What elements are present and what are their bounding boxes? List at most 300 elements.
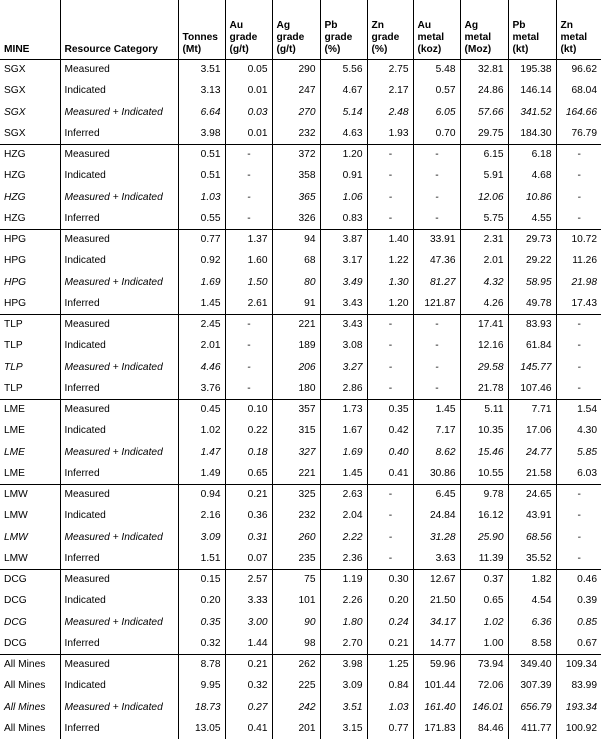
cell-mine: LME [4, 425, 25, 437]
cell-pb-metal: 8.58 [508, 633, 556, 654]
cell-mine: HPG [4, 255, 27, 267]
cell-au-metal: 34.17 [413, 612, 460, 633]
cell-pb-metal: 29.22 [508, 250, 556, 271]
cell-ag-metal: 6.15 [460, 144, 508, 165]
cell-tonnes: 0.94 [178, 484, 225, 505]
cell-tonnes: 2.16 [178, 505, 225, 526]
cell-ag-metal: 1.02 [460, 612, 508, 633]
cell-ag-metal: 73.94 [460, 654, 508, 675]
cell-ag-metal: 5.91 [460, 165, 508, 186]
cell-pb-grade: 2.36 [320, 548, 367, 569]
cell-mine: SGX [4, 85, 26, 97]
cell-zn-grade: 1.03 [367, 697, 413, 718]
cell-tonnes: 0.92 [178, 250, 225, 271]
header-ag-metal: Ag metal (Moz) [460, 0, 508, 59]
cell-au-grade: - [225, 335, 272, 356]
cell-resource-category: Inferred [60, 548, 178, 569]
cell-ag-grade: 290 [272, 59, 320, 80]
cell-pb-metal: 145.77 [508, 357, 556, 378]
cell-zn-metal: - [556, 484, 601, 505]
cell-au-grade: - [225, 357, 272, 378]
cell-tonnes: 1.47 [178, 442, 225, 463]
cell-pb-metal: 4.68 [508, 165, 556, 186]
cell-ag-metal: 25.90 [460, 527, 508, 548]
cell-zn-grade: - [367, 357, 413, 378]
table-row [0, 399, 601, 420]
table-row [0, 208, 601, 229]
cell-zn-metal: - [556, 378, 601, 399]
cell-au-metal: 171.83 [413, 718, 460, 739]
cell-mine: All Mines [4, 701, 46, 713]
cell-resource-category: Measured + Indicated [60, 442, 178, 463]
table-row [0, 187, 601, 208]
cell-au-metal: 0.57 [413, 80, 460, 101]
cell-mine: TLP [4, 319, 23, 331]
cell-au-grade: 0.41 [225, 718, 272, 739]
table-row [0, 123, 601, 144]
cell-ag-metal: 11.39 [460, 548, 508, 569]
cell-tonnes: 1.69 [178, 272, 225, 293]
table-row [0, 675, 601, 696]
cell-au-metal: 5.48 [413, 59, 460, 80]
cell-ag-metal: 16.12 [460, 505, 508, 526]
cell-pb-grade: 5.56 [320, 59, 367, 80]
cell-pb-grade: 1.67 [320, 420, 367, 441]
cell-ag-grade: 94 [272, 229, 320, 250]
cell-zn-grade: 0.30 [367, 569, 413, 590]
cell-au-metal: - [413, 208, 460, 229]
cell-tonnes: 13.05 [178, 718, 225, 739]
cell-zn-grade: - [367, 484, 413, 505]
cell-ag-grade: 232 [272, 123, 320, 144]
cell-pb-grade: 3.87 [320, 229, 367, 250]
cell-tonnes: 1.45 [178, 293, 225, 314]
cell-zn-metal: - [556, 187, 601, 208]
cell-ag-grade: 235 [272, 548, 320, 569]
cell-pb-metal: 7.71 [508, 399, 556, 420]
cell-resource-category: Inferred [60, 293, 178, 314]
cell-au-metal: 14.77 [413, 633, 460, 654]
cell-tonnes: 3.13 [178, 80, 225, 101]
cell-zn-grade: 1.30 [367, 272, 413, 293]
cell-au-grade: - [225, 144, 272, 165]
cell-mine: TLP [0, 378, 60, 399]
table-row [0, 314, 601, 335]
table-row [0, 102, 601, 123]
cell-tonnes: 0.77 [178, 229, 225, 250]
cell-mine: LME [4, 404, 25, 416]
cell-au-metal: - [413, 144, 460, 165]
cell-ag-metal: 2.01 [460, 250, 508, 271]
cell-zn-grade: - [367, 527, 413, 548]
cell-pb-grade: 3.27 [320, 357, 367, 378]
cell-resource-category: Measured [60, 314, 178, 335]
cell-zn-grade: 0.21 [367, 633, 413, 654]
cell-mine: LME [0, 463, 60, 484]
cell-ag-grade: 68 [272, 250, 320, 271]
cell-au-metal: 0.70 [413, 123, 460, 144]
cell-ag-metal: 12.06 [460, 187, 508, 208]
cell-ag-grade: 206 [272, 357, 320, 378]
cell-tonnes: 0.51 [178, 144, 225, 165]
cell-tonnes: 4.46 [178, 357, 225, 378]
cell-pb-metal: 61.84 [508, 335, 556, 356]
cell-pb-metal: 6.18 [508, 144, 556, 165]
cell-mine: All Mines [4, 680, 46, 692]
cell-pb-grade: 1.45 [320, 463, 367, 484]
cell-pb-metal: 43.91 [508, 505, 556, 526]
cell-tonnes: 0.55 [178, 208, 225, 229]
cell-zn-grade: 2.48 [367, 102, 413, 123]
cell-mine: SGX [0, 123, 60, 144]
cell-mine: HPG [4, 276, 27, 288]
cell-ag-grade: 232 [272, 505, 320, 526]
cell-ag-metal: 0.65 [460, 590, 508, 611]
cell-zn-grade: - [367, 505, 413, 526]
cell-tonnes: 2.45 [178, 314, 225, 335]
cell-tonnes: 8.78 [178, 654, 225, 675]
cell-zn-grade: 1.20 [367, 293, 413, 314]
cell-mine: TLP [4, 361, 23, 373]
cell-zn-grade: 1.40 [367, 229, 413, 250]
cell-au-metal: 161.40 [413, 697, 460, 718]
cell-au-grade: 0.65 [225, 463, 272, 484]
cell-au-grade: 0.27 [225, 697, 272, 718]
cell-pb-metal: 107.46 [508, 378, 556, 399]
cell-au-grade: - [225, 165, 272, 186]
cell-pb-grade: 3.17 [320, 250, 367, 271]
cell-zn-grade: 0.41 [367, 463, 413, 484]
cell-zn-grade: - [367, 144, 413, 165]
cell-pb-grade: 2.26 [320, 590, 367, 611]
table-row [0, 548, 601, 569]
cell-resource-category: Indicated [60, 420, 178, 441]
cell-ag-metal: 4.26 [460, 293, 508, 314]
cell-pb-metal: 24.65 [508, 484, 556, 505]
table-body [0, 59, 601, 739]
cell-pb-grade: 3.15 [320, 718, 367, 739]
cell-resource-category: Measured + Indicated [60, 527, 178, 548]
cell-au-grade: 0.03 [225, 102, 272, 123]
cell-tonnes: 0.35 [178, 612, 225, 633]
cell-au-grade: 3.00 [225, 612, 272, 633]
cell-pb-grade: 1.19 [320, 569, 367, 590]
cell-ag-metal: 0.37 [460, 569, 508, 590]
cell-au-grade: 0.10 [225, 399, 272, 420]
cell-au-metal: 81.27 [413, 272, 460, 293]
cell-au-grade: 1.60 [225, 250, 272, 271]
cell-au-grade: 0.31 [225, 527, 272, 548]
header-au-grade: Au grade (g/t) [225, 0, 272, 59]
table-row [0, 144, 601, 165]
cell-resource-category: Indicated [60, 590, 178, 611]
cell-tonnes: 2.01 [178, 335, 225, 356]
cell-ag-metal: 32.81 [460, 59, 508, 80]
cell-tonnes: 0.45 [178, 399, 225, 420]
cell-ag-grade: 75 [272, 569, 320, 590]
table-row [0, 527, 601, 548]
cell-tonnes: 1.03 [178, 187, 225, 208]
cell-ag-grade: 365 [272, 187, 320, 208]
cell-pb-metal: 146.14 [508, 80, 556, 101]
cell-mine: LMW [4, 531, 28, 543]
cell-zn-metal: - [556, 144, 601, 165]
cell-au-metal: 47.36 [413, 250, 460, 271]
cell-ag-metal: 4.32 [460, 272, 508, 293]
cell-mine: HZG [4, 149, 26, 161]
table-row [0, 272, 601, 293]
header-zn-metal: Zn metal (kt) [556, 0, 601, 59]
cell-zn-grade: - [367, 187, 413, 208]
cell-ag-metal: 1.00 [460, 633, 508, 654]
cell-zn-metal: 68.04 [556, 80, 601, 101]
cell-ag-metal: 17.41 [460, 314, 508, 335]
cell-pb-grade: 0.83 [320, 208, 367, 229]
cell-pb-grade: 2.22 [320, 527, 367, 548]
cell-pb-grade: 5.14 [320, 102, 367, 123]
cell-pb-grade: 2.70 [320, 633, 367, 654]
cell-ag-grade: 201 [272, 718, 320, 739]
cell-pb-metal: 184.30 [508, 123, 556, 144]
cell-resource-category: Measured [60, 59, 178, 80]
cell-pb-grade: 1.73 [320, 399, 367, 420]
cell-mine: LME [4, 446, 25, 458]
cell-pb-metal: 4.54 [508, 590, 556, 611]
cell-mine: LMW [4, 510, 28, 522]
cell-ag-metal: 72.06 [460, 675, 508, 696]
table-row [0, 59, 601, 80]
cell-zn-metal: - [556, 527, 601, 548]
cell-ag-grade: 221 [272, 314, 320, 335]
cell-pb-metal: 656.79 [508, 697, 556, 718]
table-row [0, 463, 601, 484]
table-row [0, 165, 601, 186]
cell-resource-category: Measured + Indicated [60, 612, 178, 633]
cell-au-grade: - [225, 314, 272, 335]
cell-ag-metal: 57.66 [460, 102, 508, 123]
cell-pb-metal: 349.40 [508, 654, 556, 675]
cell-pb-metal: 29.73 [508, 229, 556, 250]
cell-au-metal: - [413, 187, 460, 208]
cell-zn-metal: 100.92 [556, 718, 601, 739]
cell-ag-grade: 247 [272, 80, 320, 101]
cell-tonnes: 9.95 [178, 675, 225, 696]
cell-pb-grade: 0.91 [320, 165, 367, 186]
header-pb-metal: Pb metal (kt) [508, 0, 556, 59]
cell-mine: SGX [4, 106, 26, 118]
cell-ag-grade: 262 [272, 654, 320, 675]
cell-resource-category: Inferred [60, 463, 178, 484]
cell-pb-metal: 21.58 [508, 463, 556, 484]
cell-ag-metal: 24.86 [460, 80, 508, 101]
cell-zn-metal: - [556, 505, 601, 526]
cell-resource-category: Indicated [60, 505, 178, 526]
cell-au-metal: 6.45 [413, 484, 460, 505]
cell-au-metal: 3.63 [413, 548, 460, 569]
cell-ag-grade: 98 [272, 633, 320, 654]
table-row [0, 335, 601, 356]
cell-zn-grade: - [367, 378, 413, 399]
cell-zn-grade: 0.24 [367, 612, 413, 633]
cell-zn-grade: 1.22 [367, 250, 413, 271]
cell-ag-grade: 270 [272, 102, 320, 123]
cell-au-grade: 1.50 [225, 272, 272, 293]
cell-ag-grade: 357 [272, 399, 320, 420]
cell-pb-metal: 68.56 [508, 527, 556, 548]
cell-pb-metal: 83.93 [508, 314, 556, 335]
cell-zn-metal: 193.34 [556, 697, 601, 718]
cell-tonnes: 0.20 [178, 590, 225, 611]
cell-ag-metal: 10.35 [460, 420, 508, 441]
cell-zn-metal: 4.30 [556, 420, 601, 441]
cell-zn-metal: 5.85 [556, 442, 601, 463]
cell-zn-metal: - [556, 165, 601, 186]
cell-au-metal: - [413, 378, 460, 399]
cell-ag-metal: 21.78 [460, 378, 508, 399]
header-mine: MINE [0, 0, 60, 59]
cell-ag-metal: 10.55 [460, 463, 508, 484]
cell-au-grade: - [225, 378, 272, 399]
cell-resource-category: Measured [60, 654, 178, 675]
cell-au-grade: 0.01 [225, 80, 272, 101]
cell-au-grade: - [225, 208, 272, 229]
cell-ag-grade: 91 [272, 293, 320, 314]
cell-zn-metal: - [556, 314, 601, 335]
cell-au-metal: 6.05 [413, 102, 460, 123]
cell-pb-grade: 4.63 [320, 123, 367, 144]
table-row [0, 612, 601, 633]
table-row [0, 420, 601, 441]
cell-mine: TLP [4, 340, 23, 352]
header-ag-grade: Ag grade (g/t) [272, 0, 320, 59]
table-row [0, 569, 601, 590]
cell-ag-metal: 12.16 [460, 335, 508, 356]
cell-resource-category: Measured [60, 229, 178, 250]
cell-au-grade: 0.07 [225, 548, 272, 569]
cell-ag-grade: 189 [272, 335, 320, 356]
cell-au-grade: 0.36 [225, 505, 272, 526]
cell-au-grade: 3.33 [225, 590, 272, 611]
cell-zn-grade: 0.77 [367, 718, 413, 739]
cell-au-grade: 0.01 [225, 123, 272, 144]
table-row [0, 80, 601, 101]
cell-pb-metal: 10.86 [508, 187, 556, 208]
cell-au-metal: - [413, 357, 460, 378]
header-pb-grade: Pb grade (%) [320, 0, 367, 59]
cell-ag-grade: 260 [272, 527, 320, 548]
cell-pb-grade: 1.20 [320, 144, 367, 165]
cell-mine: HZG [4, 191, 26, 203]
cell-pb-grade: 3.98 [320, 654, 367, 675]
cell-pb-grade: 3.51 [320, 697, 367, 718]
cell-tonnes: 1.51 [178, 548, 225, 569]
cell-zn-grade: 0.20 [367, 590, 413, 611]
table-row [0, 654, 601, 675]
cell-ag-grade: 325 [272, 484, 320, 505]
cell-pb-grade: 2.86 [320, 378, 367, 399]
cell-zn-grade: 2.17 [367, 80, 413, 101]
cell-tonnes: 3.51 [178, 59, 225, 80]
cell-au-grade: 0.32 [225, 675, 272, 696]
cell-resource-category: Measured + Indicated [60, 272, 178, 293]
cell-ag-metal: 15.46 [460, 442, 508, 463]
table-row [0, 442, 601, 463]
cell-pb-metal: 35.52 [508, 548, 556, 569]
cell-au-metal: 7.17 [413, 420, 460, 441]
cell-ag-metal: 9.78 [460, 484, 508, 505]
cell-pb-grade: 2.63 [320, 484, 367, 505]
cell-zn-grade: 0.42 [367, 420, 413, 441]
cell-au-metal: 30.86 [413, 463, 460, 484]
cell-resource-category: Inferred [60, 208, 178, 229]
header-row [0, 0, 601, 59]
cell-tonnes: 1.02 [178, 420, 225, 441]
cell-resource-category: Measured + Indicated [60, 357, 178, 378]
cell-mine: HPG [0, 293, 60, 314]
cell-ag-grade: 180 [272, 378, 320, 399]
cell-au-metal: 33.91 [413, 229, 460, 250]
cell-resource-category: Indicated [60, 80, 178, 101]
cell-au-metal: 121.87 [413, 293, 460, 314]
cell-au-metal: 31.28 [413, 527, 460, 548]
cell-pb-metal: 307.39 [508, 675, 556, 696]
cell-mine: All Mines [4, 722, 46, 734]
cell-au-metal: 21.50 [413, 590, 460, 611]
cell-zn-grade: 0.84 [367, 675, 413, 696]
cell-resource-category: Measured + Indicated [60, 697, 178, 718]
cell-tonnes: 0.32 [178, 633, 225, 654]
table-row [0, 293, 601, 314]
cell-mine: HZG [0, 208, 60, 229]
cell-au-grade: 2.61 [225, 293, 272, 314]
cell-ag-metal: 29.75 [460, 123, 508, 144]
cell-tonnes: 3.76 [178, 378, 225, 399]
cell-au-metal: - [413, 335, 460, 356]
cell-pb-metal: 195.38 [508, 59, 556, 80]
cell-pb-metal: 49.78 [508, 293, 556, 314]
table-row [0, 633, 601, 654]
cell-au-grade: 1.37 [225, 229, 272, 250]
cell-zn-metal: 164.66 [556, 102, 601, 123]
cell-zn-metal: 83.99 [556, 675, 601, 696]
cell-pb-metal: 4.55 [508, 208, 556, 229]
cell-resource-category: Measured [60, 484, 178, 505]
table-row [0, 250, 601, 271]
cell-zn-metal: 96.62 [556, 59, 601, 80]
cell-mine: DCG [4, 595, 27, 607]
cell-resource-category: Inferred [60, 123, 178, 144]
cell-zn-grade: 0.40 [367, 442, 413, 463]
cell-ag-metal: 29.58 [460, 357, 508, 378]
cell-ag-grade: 326 [272, 208, 320, 229]
cell-zn-metal: 21.98 [556, 272, 601, 293]
cell-zn-metal: 76.79 [556, 123, 601, 144]
table-row [0, 484, 601, 505]
cell-ag-grade: 90 [272, 612, 320, 633]
cell-zn-metal: 0.85 [556, 612, 601, 633]
cell-resource-category: Inferred [60, 633, 178, 654]
cell-mine: DCG [0, 633, 60, 654]
cell-ag-grade: 80 [272, 272, 320, 293]
cell-pb-grade: 4.67 [320, 80, 367, 101]
cell-tonnes: 6.64 [178, 102, 225, 123]
cell-pb-grade: 1.69 [320, 442, 367, 463]
cell-au-metal: 24.84 [413, 505, 460, 526]
table-row [0, 718, 601, 739]
cell-au-metal: - [413, 165, 460, 186]
cell-zn-grade: 2.75 [367, 59, 413, 80]
cell-mine: All Mines [4, 659, 46, 671]
